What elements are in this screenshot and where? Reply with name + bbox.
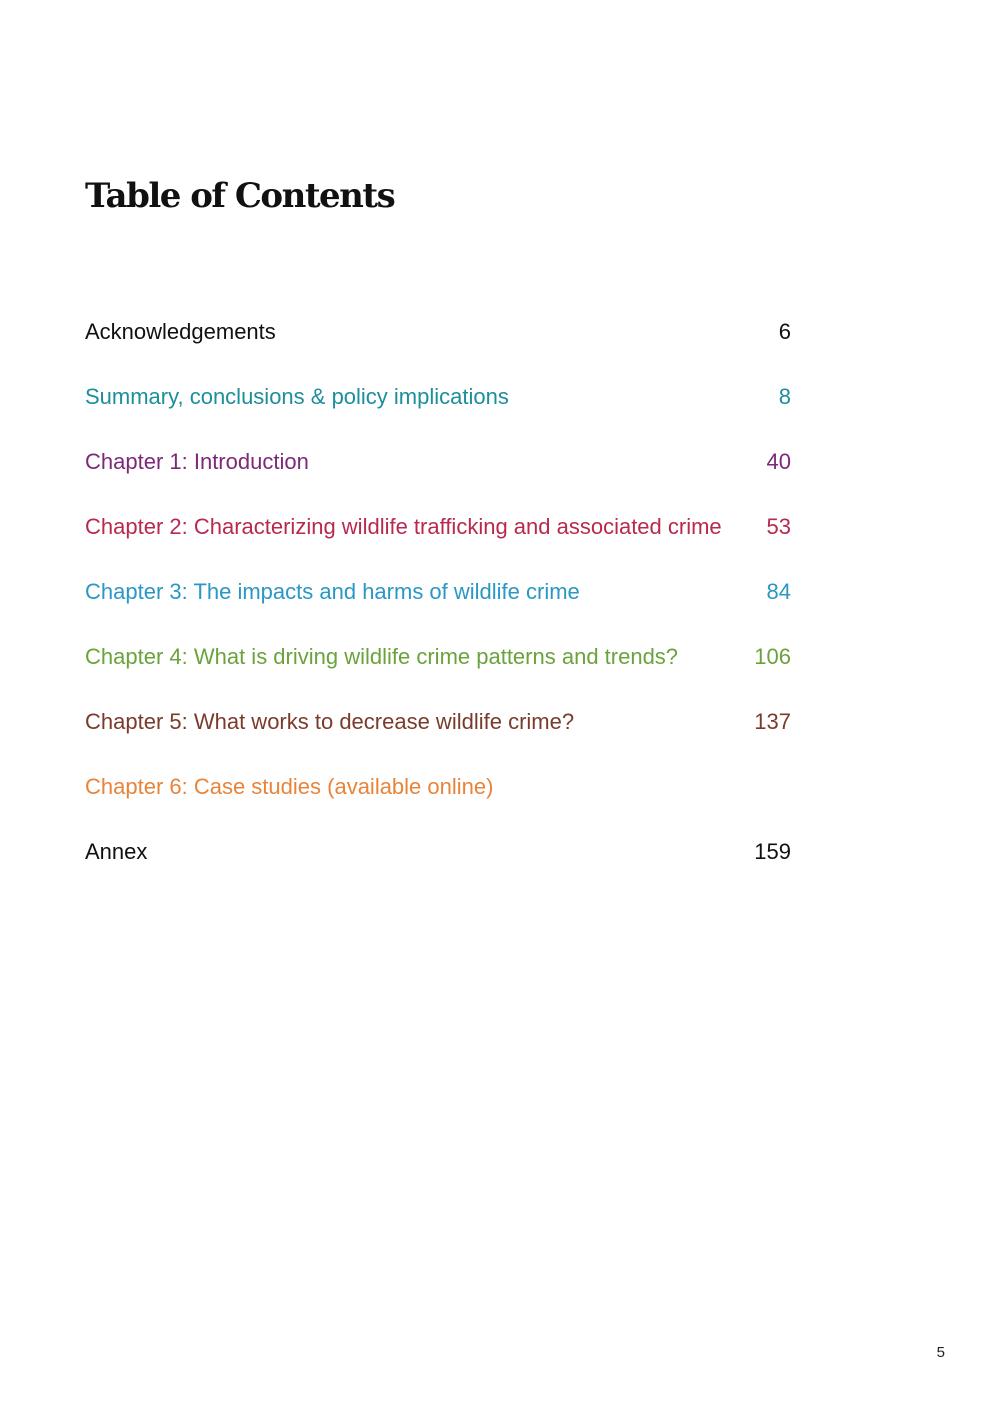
toc-entry-label: Chapter 6: Case studies (available online) (85, 774, 494, 799)
toc-entry-page: 53 (766, 514, 791, 539)
toc-entry-annex[interactable] (85, 832, 791, 897)
toc-entry-label: Chapter 5: What works to decrease wildlife crime? (85, 709, 575, 734)
toc-entry-chapter-1[interactable] (85, 442, 791, 507)
toc-entry-label: Annex (85, 839, 148, 864)
toc-entry-chapter-4[interactable] (85, 637, 791, 702)
toc-entry-chapter-3[interactable] (85, 572, 791, 637)
toc-entry-page: 6 (778, 319, 791, 344)
toc-entry-acknowledgements[interactable] (85, 312, 791, 377)
toc-entry-label: Chapter 1: Introduction (85, 449, 309, 474)
toc-entry-chapter-6[interactable] (85, 767, 791, 832)
toc-entry-chapter-2[interactable] (85, 507, 791, 572)
toc-entry-page: 84 (766, 579, 791, 604)
page-title: Table of Contents (85, 176, 395, 216)
toc-entry-label: Acknowledgements (85, 319, 276, 344)
toc-list (85, 312, 791, 897)
toc-entry-page: 8 (778, 384, 791, 409)
toc-entry-label: Chapter 4: What is driving wildlife crime patterns and trends? (85, 644, 679, 669)
toc-entry-summary[interactable] (85, 377, 791, 442)
page-number: 5 (936, 1344, 945, 1361)
toc-entry-label: Chapter 2: Characterizing wildlife trafficking and associated crime (85, 514, 722, 539)
toc-entry-page: 106 (754, 644, 791, 669)
toc-entry-label: Summary, conclusions & policy implications (85, 384, 509, 409)
toc-entry-page: 159 (754, 839, 791, 864)
toc-entry-chapter-5[interactable] (85, 702, 791, 767)
toc-entry-label: Chapter 3: The impacts and harms of wildlife crime (85, 579, 580, 604)
toc-entry-page: 137 (754, 709, 791, 734)
toc-entry-page: 40 (766, 449, 791, 474)
